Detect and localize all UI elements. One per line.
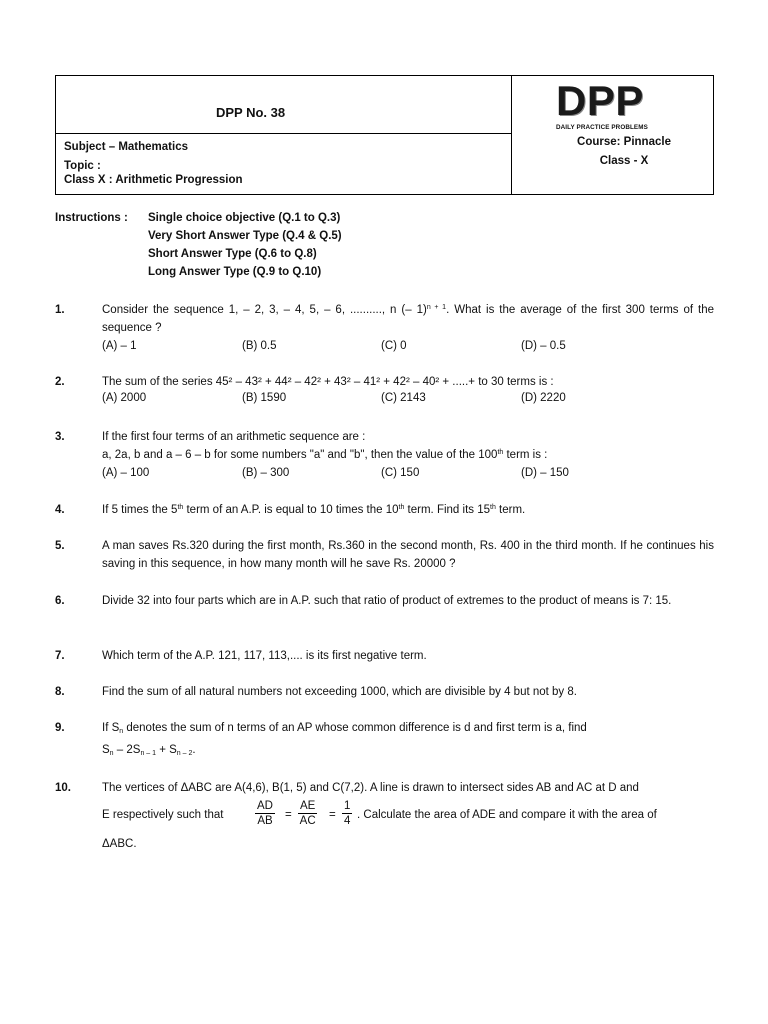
instruction-line: Short Answer Type (Q.6 to Q.8) bbox=[148, 248, 317, 260]
fraction-ae-ac bbox=[298, 800, 317, 827]
fraction-denominator: AC bbox=[299, 815, 316, 827]
fraction-denominator: 4 bbox=[344, 815, 351, 827]
fraction-numerator: AE bbox=[300, 800, 316, 812]
question-text-part: If S bbox=[102, 722, 120, 734]
question-text-part: If 5 times the 5 bbox=[102, 504, 178, 516]
question-text: ΔABC. bbox=[102, 838, 137, 850]
equals-sign: = bbox=[285, 809, 292, 821]
header-left-panel bbox=[56, 76, 512, 194]
question-number: 3. bbox=[55, 431, 65, 443]
question-text-part: a, 2a, b and a – 6 – b for some numbers "a" and "b", then the value of the 100 bbox=[102, 449, 498, 461]
option-a: (A) 2000 bbox=[102, 392, 147, 404]
superscript: n + 1 bbox=[426, 304, 447, 311]
question-text bbox=[102, 719, 714, 737]
question-text-part: term of an A.P. is equal to 10 times the 10 bbox=[183, 504, 399, 516]
topic-label: Topic : bbox=[64, 160, 101, 172]
dpp-title: DPP No. 38 bbox=[216, 105, 286, 120]
option-b: (B) – 300 bbox=[242, 467, 290, 479]
superscript: th bbox=[497, 449, 504, 456]
question-text: Find the sum of all natural numbers not exceeding 1000, which are divisible by 4 but not by 8. bbox=[102, 686, 577, 698]
instruction-line: Very Short Answer Type (Q.4 & Q.5) bbox=[148, 230, 342, 242]
expression-part: – 2S bbox=[113, 744, 141, 756]
question-text-part: term. bbox=[495, 504, 526, 516]
question-text: If the first four terms of an arithmetic sequence are : bbox=[102, 431, 366, 443]
question-text-part: term is : bbox=[503, 449, 548, 461]
fraction-ad-ab bbox=[255, 800, 275, 827]
class-topic-label: Class X : Arithmetic Progression bbox=[64, 174, 243, 186]
subscript: n bbox=[119, 728, 124, 735]
class-label: Class - X bbox=[599, 155, 649, 167]
option-c: (C) 0 bbox=[381, 340, 407, 352]
question-number: 4. bbox=[55, 504, 65, 516]
option-c: (C) 150 bbox=[381, 467, 420, 479]
option-d: (D) 2220 bbox=[521, 392, 566, 404]
fraction-denominator: AB bbox=[257, 815, 273, 827]
expression-part: . bbox=[192, 744, 196, 756]
dpp-logo bbox=[556, 77, 674, 131]
question-text-part: term. Find its 15 bbox=[404, 504, 490, 516]
question-number: 1. bbox=[55, 304, 65, 316]
option-b: (B) 0.5 bbox=[242, 340, 277, 352]
question-number: 10. bbox=[55, 782, 71, 794]
question-text: The sum of the series 45² – 43² + 44² – 42² + 43² – 41² + 42² – 40² + .....+ to 30 terms is : bbox=[102, 376, 554, 388]
expression-part: + S bbox=[156, 744, 177, 756]
instructions-label: Instructions : bbox=[55, 212, 128, 224]
question-number: 8. bbox=[55, 686, 65, 698]
question-text bbox=[102, 301, 714, 337]
header-box bbox=[55, 75, 714, 195]
option-c: (C) 2143 bbox=[381, 392, 426, 404]
fraction-numerator: 1 bbox=[344, 800, 351, 812]
question-text: E respectively such that bbox=[102, 809, 224, 821]
subscript: n – 2 bbox=[176, 750, 193, 757]
question-text-part: Consider the sequence 1, – 2, 3, – 4, 5, – 6, .........., n (– 1) bbox=[102, 304, 427, 316]
question-text-part: denotes the sum of n terms of an AP whose common difference is d and first term is a, find bbox=[123, 722, 587, 734]
equals-sign: = bbox=[329, 809, 336, 821]
question-number: 9. bbox=[55, 722, 65, 734]
question-expression bbox=[102, 741, 714, 759]
expression-part: S bbox=[102, 744, 110, 756]
subject-label: Subject – Mathematics bbox=[64, 141, 188, 153]
question-text: Divide 32 into four parts which are in A.P. such that ratio of product of extremes to the product of means is 7: 15. bbox=[102, 595, 672, 607]
subscript: n – 1 bbox=[140, 750, 157, 757]
option-a: (A) – 1 bbox=[102, 340, 137, 352]
title-row bbox=[56, 76, 511, 134]
option-a: (A) – 100 bbox=[102, 467, 150, 479]
question-text: . Calculate the area of ADE and compare it with the area of bbox=[357, 809, 657, 821]
question-text bbox=[102, 446, 714, 464]
question-text: The vertices of ΔABC are A(4,6), B(1, 5) and C(7,2). A line is drawn to intersect sides AB and AC at D and bbox=[102, 782, 639, 794]
logo-text: DPP bbox=[556, 77, 644, 124]
instruction-line: Long Answer Type (Q.9 to Q.10) bbox=[148, 266, 322, 278]
subscript: n bbox=[109, 750, 114, 757]
fraction-one-fourth bbox=[342, 800, 352, 827]
question-text bbox=[102, 501, 714, 519]
question-number: 5. bbox=[55, 540, 65, 552]
option-d: (D) – 150 bbox=[521, 467, 569, 479]
question-number: 6. bbox=[55, 595, 65, 607]
option-d: (D) – 0.5 bbox=[521, 340, 566, 352]
logo-subtitle: DAILY PRACTICE PROBLEMS bbox=[556, 124, 648, 131]
instruction-line: Single choice objective (Q.1 to Q.3) bbox=[148, 212, 341, 224]
question-number: 7. bbox=[55, 650, 65, 662]
question-number: 2. bbox=[55, 376, 65, 388]
superscript: th bbox=[490, 504, 496, 511]
course-label: Course: Pinnacle bbox=[577, 136, 671, 148]
question-text: Which term of the A.P. 121, 117, 113,.... is its first negative term. bbox=[102, 650, 427, 662]
question-text-part: . What is the average of the first 300 terms of the sequence ? bbox=[102, 304, 715, 334]
option-b: (B) 1590 bbox=[242, 392, 287, 404]
question-text: A man saves Rs.320 during the first month, Rs.360 in the second month, Rs. 400 in the third month. If he continues his saving in this sequence, in how many month will he save Rs. 20000 ? bbox=[102, 540, 714, 570]
fraction-numerator: AD bbox=[257, 800, 273, 812]
superscript: th bbox=[177, 504, 184, 511]
superscript: th bbox=[398, 504, 405, 511]
